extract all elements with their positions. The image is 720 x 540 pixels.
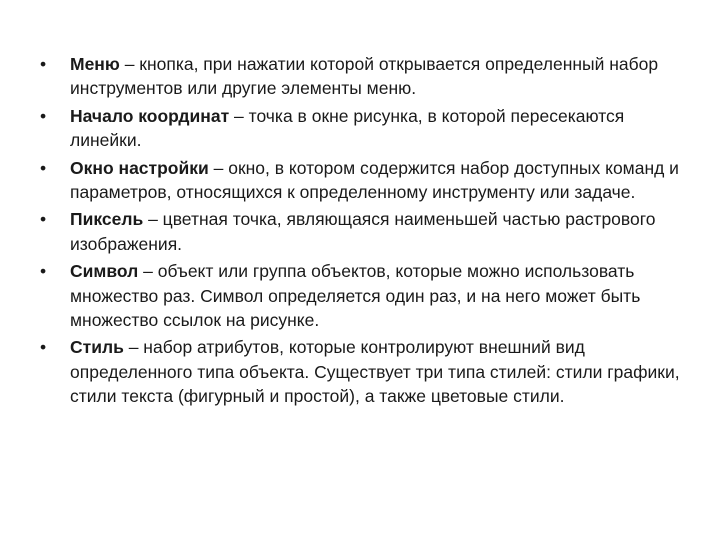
bullet-icon: •: [40, 337, 47, 358]
term: Начало координат: [70, 105, 230, 126]
definition: – точка в окне рисунка, в которой пересекаются линейки.: [70, 105, 625, 151]
bullet-icon: •: [40, 157, 47, 178]
bullet-icon: •: [40, 54, 47, 74]
definition: – кнопка, при нажатии которой открывается определенный набор инструментов или другие элементы меню.: [70, 54, 659, 99]
definition: – цветная точка, являющаяся наименьшей частью растрового изображения.: [70, 209, 656, 254]
term: Пиксель: [70, 209, 144, 230]
term: Меню: [70, 54, 120, 74]
definition: – окно, в котором содержится набор доступных команд и параметров, относящихся к определенному инструменту или задаче.: [70, 157, 679, 203]
glossary-item-settings-window: [40, 156, 690, 205]
bullet-icon: •: [40, 209, 47, 230]
glossary-item-pixel: [40, 207, 690, 256]
definition: – объект или группа объектов, которые можно использовать множество раз. Символ определяется один раз, и на него может быть множество ссылок на рисунке.: [70, 261, 641, 331]
term: Стиль: [70, 337, 124, 358]
term: Символ: [70, 261, 139, 282]
glossary-item-style: [40, 335, 690, 408]
bullet-icon: •: [40, 261, 47, 282]
glossary-list: [40, 52, 690, 412]
glossary-item-menu: [40, 52, 690, 101]
glossary-item-origin: [40, 104, 690, 153]
definition: – набор атрибутов, которые контролируют внешний вид определенного типа объекта. Существует три типа стилей: стили графики, стили текста (фигурный и простой), а также цветовые стили.: [70, 337, 680, 407]
glossary-item-symbol: [40, 259, 690, 332]
term: Окно настройки: [70, 157, 209, 178]
bullet-icon: •: [40, 105, 47, 126]
